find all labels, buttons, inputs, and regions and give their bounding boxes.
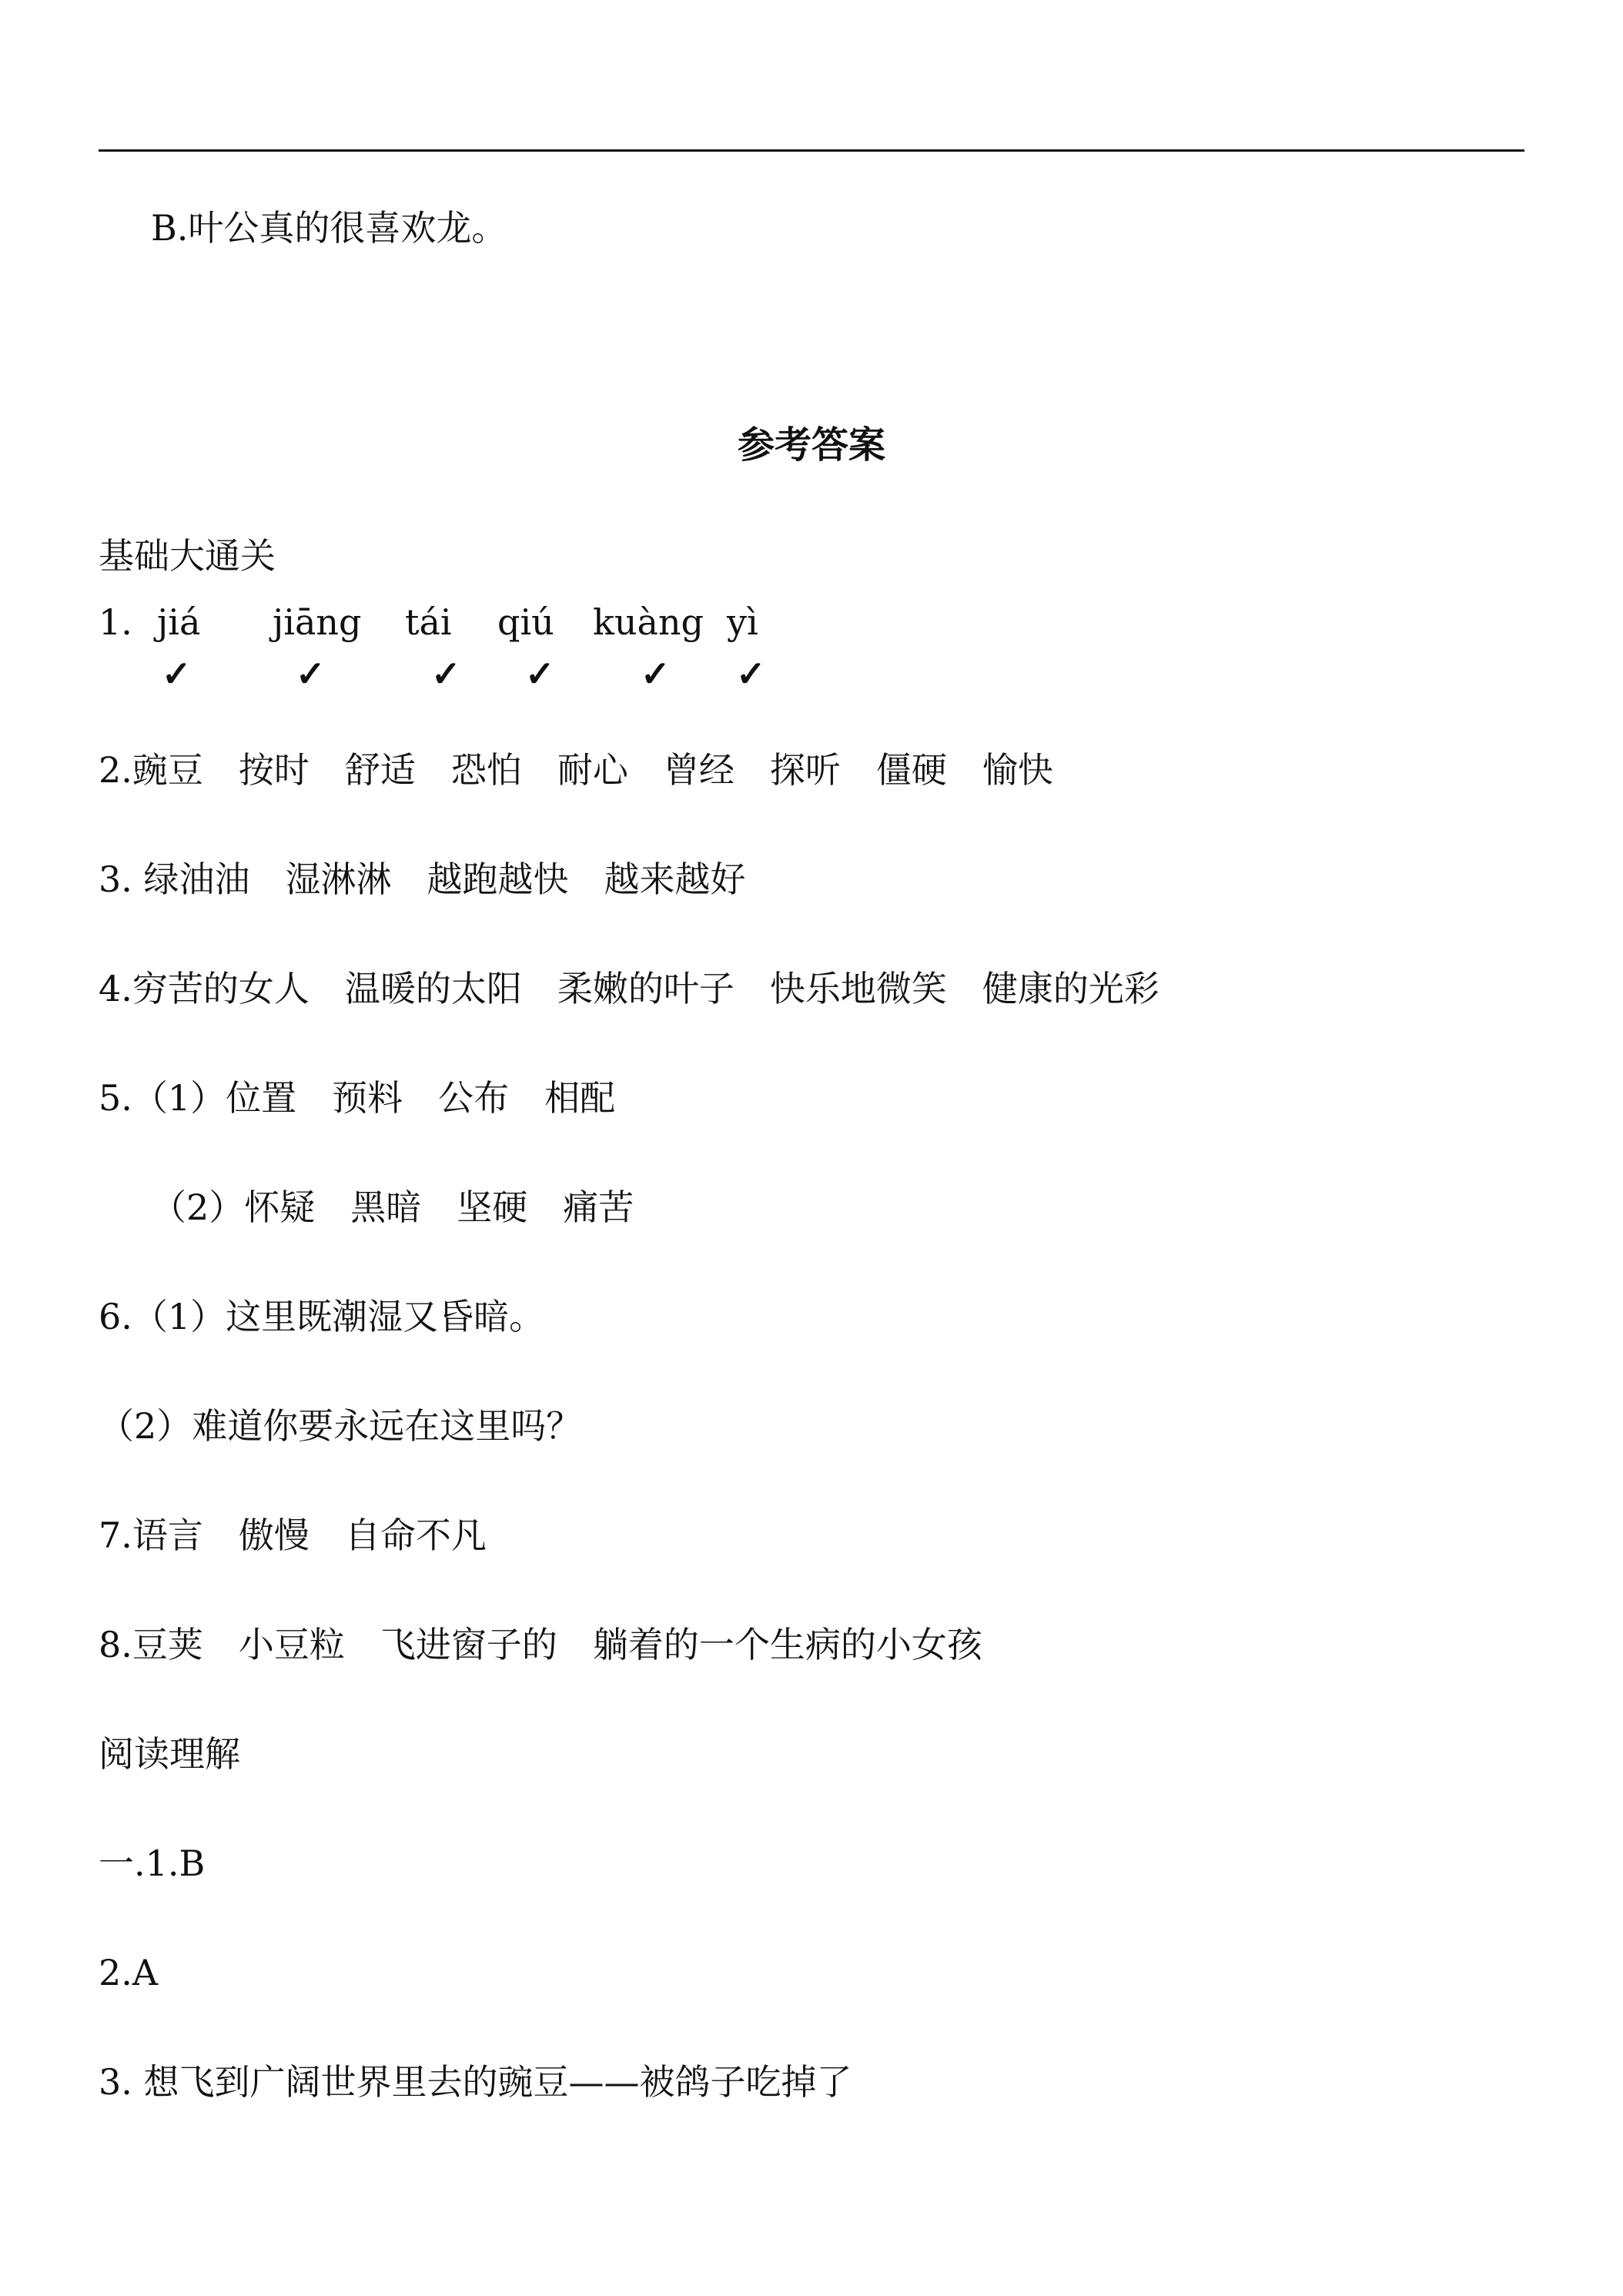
tick-4: ✓ bbox=[525, 653, 555, 694]
top-rule bbox=[99, 149, 1524, 152]
section-basic: 基础大通关 bbox=[99, 535, 276, 577]
pinyin-2: jiāng bbox=[273, 601, 362, 643]
section-reading: 阅读理解 bbox=[99, 1733, 240, 1775]
answer-6-1: 6.（1）这里既潮湿又昏暗。 bbox=[99, 1296, 545, 1337]
header-line: B.叶公真的很喜欢龙。 bbox=[151, 207, 507, 249]
answer-2: 2.豌豆 按时 舒适 恐怕 耐心 曾经 探听 僵硬 愉快 bbox=[99, 749, 1053, 791]
tick-6: ✓ bbox=[736, 653, 766, 694]
answer-8: 8.豆荚 小豆粒 飞进窗子的 躺着的一个生病的小女孩 bbox=[99, 1624, 982, 1665]
answer-5-2: （2）怀疑 黑暗 坚硬 痛苦 bbox=[151, 1186, 634, 1228]
answer-5-1: 5.（1）位置 预料 公布 相配 bbox=[99, 1077, 616, 1119]
answer-7: 7.语言 傲慢 自命不凡 bbox=[99, 1514, 487, 1556]
pinyin-5: kuàng bbox=[593, 601, 704, 643]
tick-5: ✓ bbox=[641, 653, 671, 694]
pinyin-6: yì bbox=[727, 601, 758, 643]
pinyin-1: jiá bbox=[157, 601, 201, 643]
answer-4: 4.穷苦的女人 温暖的太阳 柔嫩的叶子 快乐地微笑 健康的光彩 bbox=[99, 968, 1160, 1009]
q1-label: 1. bbox=[99, 601, 132, 643]
reading-3: 3. 想飞到广阔世界里去的豌豆——被鸽子吃掉了 bbox=[99, 2061, 852, 2103]
pinyin-3: tái bbox=[405, 601, 452, 643]
reading-2: 2.A bbox=[99, 1952, 159, 1993]
tick-3: ✓ bbox=[431, 653, 461, 694]
answer-6-2: （2）难道你要永远在这里吗？ bbox=[99, 1405, 582, 1447]
answer-3: 3. 绿油油 湿淋淋 越跑越快 越来越好 bbox=[99, 858, 746, 900]
tick-2: ✓ bbox=[296, 653, 326, 694]
reading-1: 一.1.B bbox=[99, 1842, 206, 1884]
tick-1: ✓ bbox=[162, 653, 192, 694]
page-title: 参考答案 bbox=[737, 423, 885, 467]
pinyin-4: qiú bbox=[497, 601, 554, 643]
